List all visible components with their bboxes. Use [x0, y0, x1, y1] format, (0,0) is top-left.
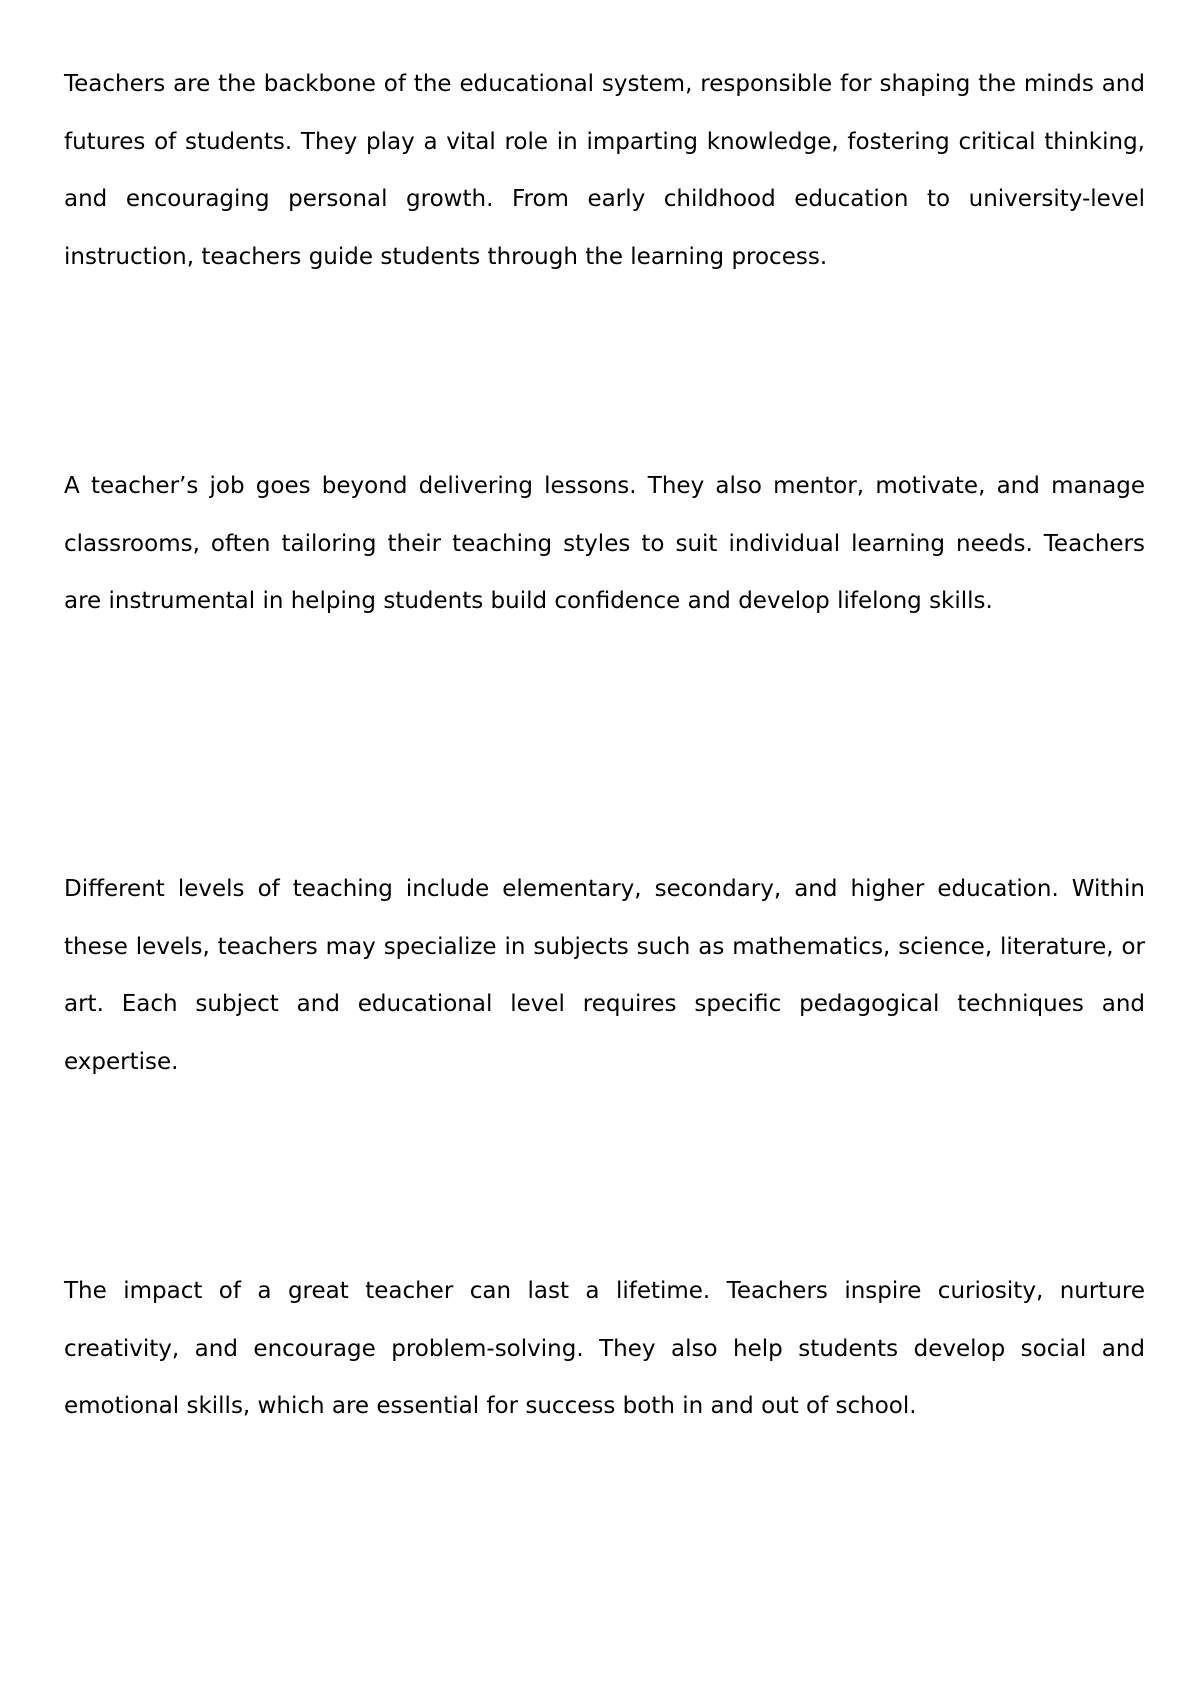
paragraph-4: The impact of a great teacher can last a lifetime. Teachers inspire curiosity, nurture creativity, and encourage problem-solving. They also help students develop social and emotional skills, which are essential for success both in and out of school. — [64, 1278, 1145, 1419]
paragraph-1: Teachers are the backbone of the educational system, responsible for shaping the minds and futures of students. They play a vital role in imparting knowledge, fostering critical thinking, and encouraging personal growth. From early childhood education to university-level instruction, teachers guide students through the learning process. — [64, 71, 1145, 270]
paragraph-2: A teacher’s job goes beyond delivering lessons. They also mentor, motivate, and manage classrooms, often tailoring their teaching styles to suit individual learning needs. Teachers are instrumental in helping students build confidence and develop lifelong skills. — [64, 473, 1145, 614]
paragraph-3: Different levels of teaching include elementary, secondary, and higher education. Within these levels, teachers may specialize in subjects such as mathematics, science, literature, or art. Each subject and educational level requires specific pedagogical techniques and expertise. — [64, 876, 1145, 1075]
